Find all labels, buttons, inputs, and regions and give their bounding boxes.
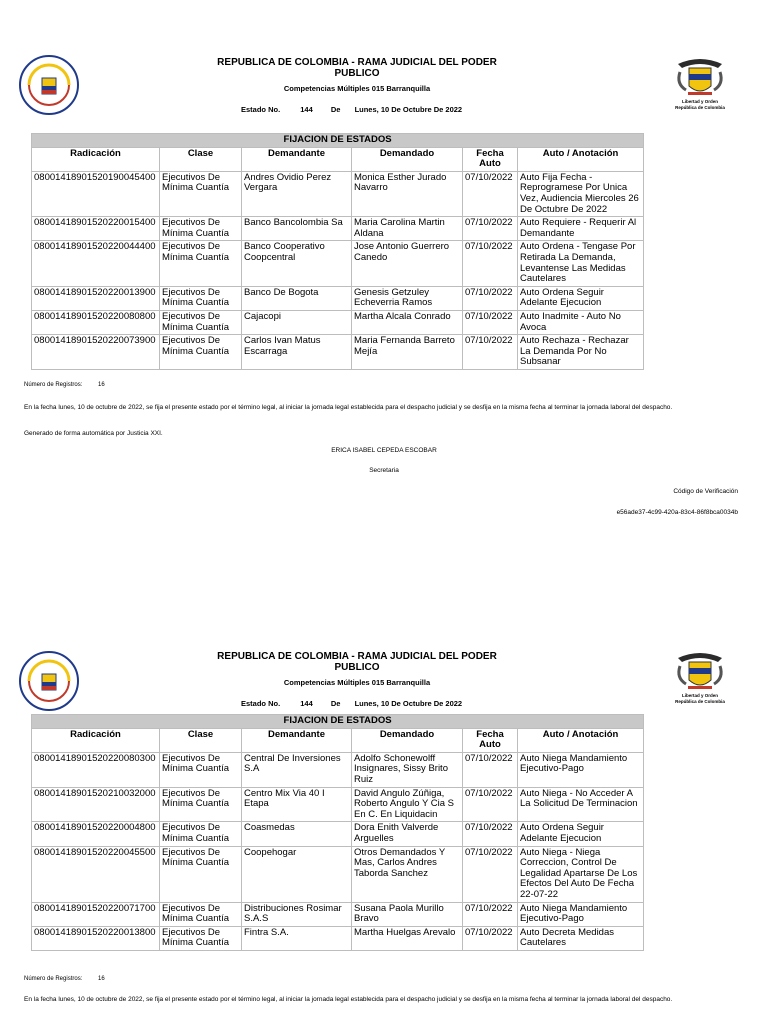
col-anotacion: Auto / Anotación xyxy=(518,728,644,752)
colombia-coat-of-arms-logo xyxy=(672,54,728,114)
cell-anotacion: Auto Niega - Niega Correccion, Control De Legalidad Apartarse De Los Efectos Del Auto De Fecha 22-07-22 xyxy=(518,846,644,902)
cell-demandado: Adolfo Schonewolff Insignares, Sissy Brito Ruiz xyxy=(352,752,463,787)
cell-anotacion: Auto Requiere - Requerir Al Demandante xyxy=(518,217,644,241)
cell-demandado: Genesis Getzuley Echeverria Ramos xyxy=(352,286,463,310)
cell-demandante: Banco Cooperativo Coopcentral xyxy=(242,241,352,286)
cell-demandante: Coasmedas xyxy=(242,822,352,846)
legal-text: En la fecha lunes, 10 de octubre de 2022, se fija el presente estado por el término legal, al iniciar la jornada legal establecida para el despacho judicial y se desfija en la misma fecha al terminar la jornada laboral del despacho. xyxy=(24,996,673,1003)
cell-radicacion: 08001418901520220044400 xyxy=(32,241,160,286)
svg-text:República de Colombia: República de Colombia xyxy=(675,105,725,110)
cell-demandado: Dora Enith Valverde Arguelles xyxy=(352,822,463,846)
cell-clase: Ejecutivos De Mínima Cuantía xyxy=(160,286,242,310)
table-row xyxy=(32,171,644,216)
cell-fecha-auto: 07/10/2022 xyxy=(463,926,518,950)
table-row xyxy=(32,926,644,950)
cell-demandado: Otros Demandados Y Mas, Carlos Andres Taborda Sanchez xyxy=(352,846,463,902)
cell-demandado: Monica Esther Jurado Navarro xyxy=(352,171,463,216)
de-label: De xyxy=(330,105,341,114)
col-anotacion: Auto / Anotación xyxy=(518,147,644,171)
table-row xyxy=(32,787,644,822)
cell-demandado: Martha Alcala Conrado xyxy=(352,310,463,334)
registros-label: Número de Registros: xyxy=(24,382,83,388)
generated-note: Generado de forma automática por Justicia XXI. xyxy=(24,430,163,437)
cell-fecha-auto: 07/10/2022 xyxy=(463,335,518,370)
cell-clase: Ejecutivos De Mínima Cuantía xyxy=(160,241,242,286)
cell-radicacion: 08001418901520210032000 xyxy=(32,787,160,822)
cell-anotacion: Auto Fija Fecha - Reprogramese Por Unica Vez, Audiencia Miercoles 26 De Octubre De 2022 xyxy=(518,171,644,216)
cell-radicacion: 08001418901520220015400 xyxy=(32,217,160,241)
cell-fecha-auto: 07/10/2022 xyxy=(463,902,518,926)
col-demandante: Demandante xyxy=(242,147,352,171)
col-demandante: Demandante xyxy=(242,728,352,752)
cell-demandante: Fintra S.A. xyxy=(242,926,352,950)
verification-code: e56ade37-4c99-420a-83c4-86f8bca0034b xyxy=(616,509,738,516)
table-row xyxy=(32,217,644,241)
cell-fecha-auto: 07/10/2022 xyxy=(463,286,518,310)
cell-demandante: Banco De Bogota xyxy=(242,286,352,310)
secretary-name: ERICA ISABEL CEPEDA ESCOBAR xyxy=(331,447,437,454)
cell-demandante: Distribuciones Rosimar S.A.S xyxy=(242,902,352,926)
section-title: FIJACION DE ESTADOS xyxy=(32,715,644,729)
cell-clase: Ejecutivos De Mínima Cuantía xyxy=(160,335,242,370)
cell-anotacion: Auto Ordena Seguir Adelante Ejecucion xyxy=(518,286,644,310)
cell-clase: Ejecutivos De Mínima Cuantía xyxy=(160,822,242,846)
cell-clase: Ejecutivos De Mínima Cuantía xyxy=(160,310,242,334)
col-radicacion: Radicación xyxy=(32,147,160,171)
de-label: De xyxy=(330,699,341,708)
cell-anotacion: Auto Niega - No Acceder A La Solicitud De Terminacion xyxy=(518,787,644,822)
svg-text:Libertad y Orden: Libertad y Orden xyxy=(681,99,719,104)
cell-clase: Ejecutivos De Mínima Cuantía xyxy=(160,171,242,216)
col-demandado: Demandado xyxy=(352,147,463,171)
registros-line xyxy=(24,976,105,982)
document-title: REPUBLICA DE COLOMBIA - RAMA JUDICIAL DEL PODER PUBLICO xyxy=(217,57,497,79)
cell-radicacion: 08001418901520220013800 xyxy=(32,926,160,950)
col-clase: Clase xyxy=(160,147,242,171)
estado-line xyxy=(241,699,462,708)
secretary-role: Secretaria xyxy=(369,467,399,474)
cell-radicacion: 08001418901520220071700 xyxy=(32,902,160,926)
estado-number: 144 xyxy=(300,699,313,708)
cell-anotacion: Auto Decreta Medidas Cautelares xyxy=(518,926,644,950)
cell-fecha-auto: 07/10/2022 xyxy=(463,171,518,216)
rama-judicial-logo xyxy=(18,650,80,712)
cell-clase: Ejecutivos De Mínima Cuantía xyxy=(160,787,242,822)
table-body xyxy=(32,171,644,369)
table-row xyxy=(32,286,644,310)
cell-anotacion: Auto Ordena Seguir Adelante Ejecucion xyxy=(518,822,644,846)
table-row xyxy=(32,752,644,787)
rama-judicial-logo xyxy=(18,54,80,116)
estado-label: Estado No. xyxy=(241,105,281,114)
cell-fecha-auto: 07/10/2022 xyxy=(463,787,518,822)
table-row xyxy=(32,822,644,846)
svg-text:República de Colombia: República de Colombia xyxy=(675,699,725,704)
cell-demandante: Central De Inversiones S.A xyxy=(242,752,352,787)
cell-demandante: Andres Ovidio Perez Vergara xyxy=(242,171,352,216)
cell-radicacion: 08001418901520220004800 xyxy=(32,822,160,846)
cell-radicacion: 08001418901520220045500 xyxy=(32,846,160,902)
section-title: FIJACION DE ESTADOS xyxy=(32,134,644,148)
table-row xyxy=(32,241,644,286)
cell-demandado: Martha Huelgas Arevalo xyxy=(352,926,463,950)
document-title: REPUBLICA DE COLOMBIA - RAMA JUDICIAL DEL PODER PUBLICO xyxy=(217,651,497,673)
table-body xyxy=(32,752,644,950)
cell-radicacion: 08001418901520220073900 xyxy=(32,335,160,370)
cell-fecha-auto: 07/10/2022 xyxy=(463,752,518,787)
cell-anotacion: Auto Niega Mandamiento Ejecutivo-Pago xyxy=(518,752,644,787)
court-name: Competencias Múltiples 015 Barranquilla xyxy=(283,678,431,687)
cell-demandante: Cajacopi xyxy=(242,310,352,334)
cell-clase: Ejecutivos De Mínima Cuantía xyxy=(160,217,242,241)
cell-fecha-auto: 07/10/2022 xyxy=(463,241,518,286)
cell-radicacion: 08001418901520220080800 xyxy=(32,310,160,334)
cell-demandante: Coopehogar xyxy=(242,846,352,902)
cell-fecha-auto: 07/10/2022 xyxy=(463,846,518,902)
cell-radicacion: 08001418901520220013900 xyxy=(32,286,160,310)
cell-demandado: David Angulo Zúñiga, Roberto Angulo Y Cia S En C. En Liquidacin xyxy=(352,787,463,822)
col-clase: Clase xyxy=(160,728,242,752)
colombia-coat-of-arms-logo xyxy=(672,648,728,708)
cell-demandado: Maria Fernanda Barreto Mejía xyxy=(352,335,463,370)
cell-anotacion: Auto Inadmite - Auto No Avoca xyxy=(518,310,644,334)
registros-count: 16 xyxy=(98,382,105,388)
cell-demandante: Banco Bancolombia Sa xyxy=(242,217,352,241)
table-row xyxy=(32,846,644,902)
col-demandado: Demandado xyxy=(352,728,463,752)
cell-demandado: Jose Antonio Guerrero Canedo xyxy=(352,241,463,286)
estado-line xyxy=(241,105,462,114)
registros-line xyxy=(24,382,105,388)
cell-fecha-auto: 07/10/2022 xyxy=(463,217,518,241)
cell-fecha-auto: 07/10/2022 xyxy=(463,822,518,846)
estado-number: 144 xyxy=(300,105,313,114)
table-row xyxy=(32,310,644,334)
col-radicacion: Radicación xyxy=(32,728,160,752)
cell-clase: Ejecutivos De Mínima Cuantía xyxy=(160,926,242,950)
cell-demandante: Carlos Ivan Matus Escarraga xyxy=(242,335,352,370)
table-row xyxy=(32,335,644,370)
cell-radicacion: 08001418901520190045400 xyxy=(32,171,160,216)
court-name: Competencias Múltiples 015 Barranquilla xyxy=(283,84,431,93)
registros-count: 16 xyxy=(98,976,105,982)
cell-clase: Ejecutivos De Mínima Cuantía xyxy=(160,846,242,902)
estado-label: Estado No. xyxy=(241,699,281,708)
cell-clase: Ejecutivos De Mínima Cuantía xyxy=(160,752,242,787)
fijacion-table xyxy=(31,714,644,951)
cell-demandante: Centro Mix Via 40 I Etapa xyxy=(242,787,352,822)
registros-label: Número de Registros: xyxy=(24,976,83,982)
cell-anotacion: Auto Ordena - Tengase Por Retirada La Demanda, Levantense Las Medidas Cautelares xyxy=(518,241,644,286)
svg-text:Libertad y Orden: Libertad y Orden xyxy=(681,693,719,698)
verification-label: Código de Verificación xyxy=(673,488,738,495)
cell-clase: Ejecutivos De Mínima Cuantía xyxy=(160,902,242,926)
table-row xyxy=(32,902,644,926)
cell-fecha-auto: 07/10/2022 xyxy=(463,310,518,334)
cell-anotacion: Auto Niega Mandamiento Ejecutivo-Pago xyxy=(518,902,644,926)
document-page-2 xyxy=(0,598,768,1024)
col-fecha-auto: Fecha Auto xyxy=(463,728,518,752)
cell-anotacion: Auto Rechaza - Rechazar La Demanda Por No Subsanar xyxy=(518,335,644,370)
col-fecha-auto: Fecha Auto xyxy=(463,147,518,171)
cell-demandado: Maria Carolina Martin Aldana xyxy=(352,217,463,241)
fijacion-table xyxy=(31,133,644,370)
legal-text: En la fecha lunes, 10 de octubre de 2022, se fija el presente estado por el término legal, al iniciar la jornada legal establecida para el despacho judicial y se desfija en la misma fecha al terminar la jornada laboral del despacho. xyxy=(24,404,673,411)
cell-demandado: Susana Paola Murillo Bravo xyxy=(352,902,463,926)
cell-radicacion: 08001418901520220080300 xyxy=(32,752,160,787)
estado-date: Lunes, 10 De Octubre De 2022 xyxy=(354,699,463,708)
estado-date: Lunes, 10 De Octubre De 2022 xyxy=(354,105,463,114)
